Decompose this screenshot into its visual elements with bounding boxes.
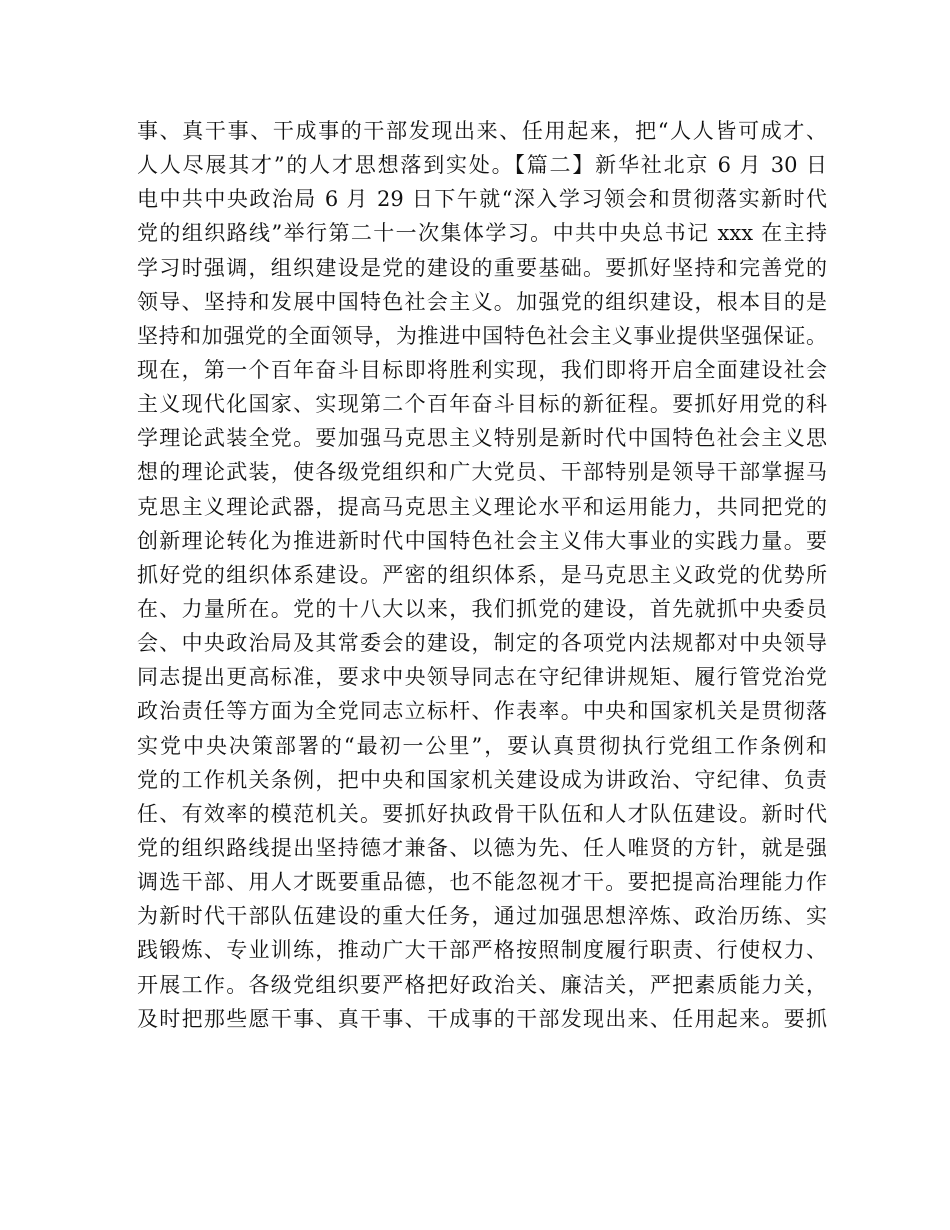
text-line: 学习时强调，组织建设是党的建设的重要基础。要抓好坚持和完善党的 [137, 255, 827, 280]
text-line: 学理论武装全党。要加强马克思主义特别是新时代中国特色社会主义思 [137, 426, 827, 451]
body-text [137, 114, 827, 1036]
text-line: 开展工作。各级党组织要严格把好政治关、廉洁关，严把素质能力关， [137, 972, 827, 997]
text-line: 抓好党的组织体系建设。严密的组织体系，是马克思主义政党的优势所 [137, 562, 827, 587]
text-line: 会、中央政治局及其常委会的建设，制定的各项党内法规都对中央领导 [137, 631, 827, 656]
text-line: 人人尽展其才”的人才思想落到实处。【篇二】新华社北京 6 月 30 日 [137, 153, 827, 178]
text-line: 调选干部、用人才既要重品德，也不能忽视才干。要把提高治理能力作 [137, 870, 827, 895]
text-line: 主义现代化国家、实现第二个百年奋斗目标的新征程。要抓好用党的科 [137, 392, 827, 417]
text-line: 为新时代干部队伍建设的重大任务，通过加强思想淬炼、政治历练、实 [137, 904, 827, 929]
text-line: 践锻炼、专业训练，推动广大干部严格按照制度履行职责、行使权力、 [137, 938, 827, 963]
text-line: 克思主义理论武器，提高马克思主义理论水平和运用能力，共同把党的 [137, 494, 827, 519]
text-line: 任、有效率的模范机关。要抓好执政骨干队伍和人才队伍建设。新时代 [137, 801, 827, 826]
text-line: 事、真干事、干成事的干部发现出来、任用起来，把“人人皆可成才、 [137, 119, 827, 143]
text-line: 同志提出更高标准，要求中央领导同志在守纪律讲规矩、履行管党治党 [137, 665, 827, 690]
text-line: 政治责任等方面为全党同志立标杆、作表率。中央和国家机关是贯彻落 [137, 699, 827, 724]
text-line: 电中共中央政治局 6 月 29 日下午就“深入学习领会和贯彻落实新时代 [137, 187, 827, 212]
text-line: 现在，第一个百年奋斗目标即将胜利实现，我们即将开启全面建设社会 [137, 357, 827, 382]
text-line: 实党中央决策部署的“最初一公里”，要认真贯彻执行党组工作条例和 [137, 733, 827, 758]
text-line: 党的组织路线”举行第二十一次集体学习。中共中央总书记 xxx 在主持 [137, 221, 827, 246]
text-line: 领导、坚持和发展中国特色社会主义。加强党的组织建设，根本目的是 [137, 289, 827, 314]
text-line: 党的组织路线提出坚持德才兼备、以德为先、任人唯贤的方针，就是强 [137, 835, 827, 860]
text-line: 想的理论武装，使各级党组织和广大党员、干部特别是领导干部掌握马 [137, 460, 827, 485]
text-line: 及时把那些愿干事、真干事、干成事的干部发现出来、任用起来。要抓 [137, 1006, 827, 1031]
text-line: 在、力量所在。党的十八大以来，我们抓党的建设，首先就抓中央委员 [137, 596, 827, 621]
text-line: 创新理论转化为推进新时代中国特色社会主义伟大事业的实践力量。要 [137, 528, 827, 553]
text-line: 党的工作机关条例，把中央和国家机关建设成为讲政治、守纪律、负责 [137, 767, 827, 792]
text-line: 坚持和加强党的全面领导，为推进中国特色社会主义事业提供坚强保证。 [137, 323, 827, 348]
